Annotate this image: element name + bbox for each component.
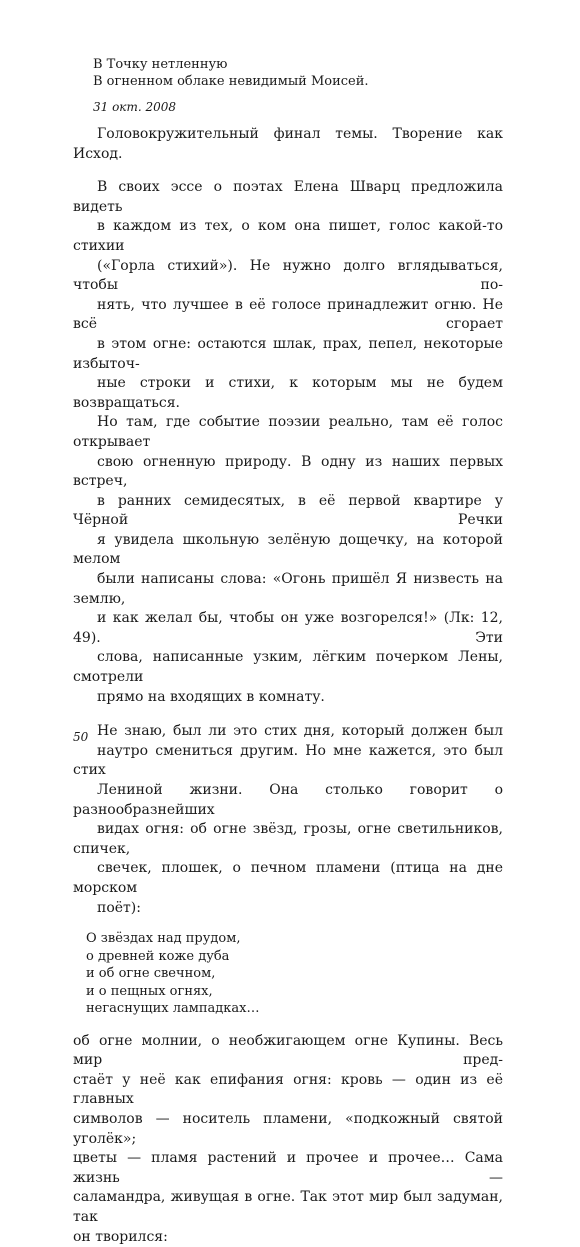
text-line: прямо на входящих в комнату. xyxy=(97,688,325,705)
text-line: В своих эссе о поэтах Елена Шварц предложила видеть xyxy=(73,179,503,215)
text-line: в ранних семидесятых, в её первой квартире у Чёрной Речки xyxy=(73,492,503,529)
page-body xyxy=(73,56,503,1247)
verse-line: негаснущих лампадках… xyxy=(86,1001,260,1017)
verse-line: В огненном облаке невидимый Моисей. xyxy=(93,74,369,89)
paragraph-4 xyxy=(73,1032,503,1247)
text-line: я увидела школьную зелёную дощечку, на которой мелом xyxy=(73,531,503,568)
poem-date: 31 окт. 2008 xyxy=(93,100,177,114)
page-number: 50 xyxy=(73,730,89,744)
verse-line: В Точку нетленную xyxy=(93,57,228,72)
paragraph-1 xyxy=(73,125,503,164)
text-line: цветы — пламя растений и прочее и прочее… Сама жизнь — xyxy=(73,1150,503,1186)
epigraph-verse xyxy=(93,56,503,90)
prose-text-continued xyxy=(73,1032,503,1247)
text-line: свечек, плошек, о печном пламени (птица на дне морском xyxy=(73,860,503,896)
text-line: Не знаю, был ли это стих дня, который должен был xyxy=(97,723,503,740)
quoted-verse xyxy=(86,930,503,1018)
text-line: он творился: xyxy=(73,1228,168,1245)
text-line: об огне молнии, о необжигающем огне Купины. Весь мир пред- xyxy=(73,1032,503,1069)
text-line: слова, написанные узким, лёгким почерком Лены, смотрели xyxy=(73,649,503,686)
verse-line: и об огне свечном, xyxy=(86,966,216,982)
text-line: были написаны слова: «Огонь пришёл Я низвесть на землю, xyxy=(73,571,503,607)
text-line: нять, что лучшее в её голосе принадлежит огню. Не всё сгорает xyxy=(73,296,503,333)
text-line: саламандра, живущая в огне. Так этот мир был задуман, так xyxy=(73,1189,503,1225)
paragraph-3 xyxy=(73,722,503,918)
verse-line: О звёздах над прудом, xyxy=(86,931,241,947)
text-line: свою огненную природу. В одну из наших первых встреч, xyxy=(73,453,503,490)
text-line: Головокружительный финал темы. Творение как Исход. xyxy=(73,126,503,162)
text-line: Лениной жизни. Она столько говорит о разнообразнейших xyxy=(73,782,503,818)
text-line: в каждом из тех, о ком она пишет, голос какой-то стихии xyxy=(73,218,503,254)
paragraph-2 xyxy=(73,178,503,707)
text-line: видах огня: об огне звёзд, грозы, огне светильников, спичек, xyxy=(73,821,503,857)
verse-line: и о пещных огнях, xyxy=(86,983,213,999)
text-line: стаёт у неё как епифания огня: кровь — один из её главных xyxy=(73,1071,503,1108)
text-line: поёт): xyxy=(97,899,141,916)
text-line: символов — носитель пламени, «подкожный святой уголёк»; xyxy=(73,1111,503,1147)
text-line: и как желал бы, чтобы он уже возгорелся!» (Лк: 12, 49). Эти xyxy=(73,610,503,646)
text-line: ные строки и стихи, к которым мы не будем возвращаться. xyxy=(73,375,503,411)
text-line: в этом огне: остаются шлак, прах, пепел, некоторые избыточ- xyxy=(73,335,503,372)
verse-line: о древней коже дуба xyxy=(86,948,230,964)
text-line: Но там, где событие поэзии реально, там её голос открывает xyxy=(73,414,503,450)
text-line: («Горла стихий»). Не нужно долго вглядываться, чтобы по- xyxy=(73,257,503,294)
text-line: наутро смениться другим. Но мне кажется, это был стих xyxy=(73,742,503,779)
prose-text xyxy=(73,125,503,918)
